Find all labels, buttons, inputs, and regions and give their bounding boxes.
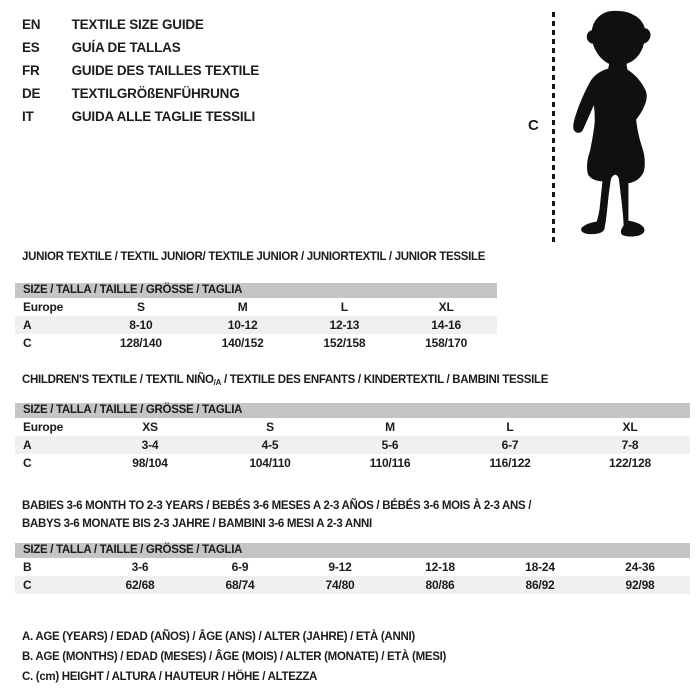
table-cell: L	[340, 300, 348, 314]
table-row-age	[15, 316, 497, 334]
table-cell: 18-24	[525, 560, 555, 574]
children-section-title	[22, 374, 548, 386]
table-cell: 14-16	[431, 318, 461, 332]
table-row-height	[15, 334, 497, 352]
language-code: ES	[22, 40, 40, 55]
babies-size-table	[15, 543, 690, 594]
row-label: A	[23, 438, 32, 452]
junior-section-title: JUNIOR TEXTILE / TEXTIL JUNIOR/ TEXTILE JUNIOR / JUNIORTEXTIL / JUNIOR TESSILE	[22, 251, 486, 263]
table-cell: XL	[438, 300, 454, 314]
legend-line-c: C. (cm) HEIGHT / ALTURA / HAUTEUR / HÖHE / ALTEZZA	[22, 671, 318, 683]
table-cell: 104/110	[249, 456, 291, 470]
language-label: TEXTILE SIZE GUIDE	[71, 17, 204, 32]
table-cell: 98/104	[132, 456, 168, 470]
table-cell: 10-12	[227, 318, 258, 332]
table-cell: 6-7	[501, 438, 519, 452]
baby-silhouette-path	[573, 11, 650, 237]
language-label: TEXTILGRÖßENFÜHRUNG	[71, 86, 240, 101]
table-cell: 4-5	[261, 438, 279, 452]
table-cell: 128/140	[119, 336, 162, 350]
table-cell: 12-18	[425, 560, 455, 574]
babies-title-line2: BABYS 3-6 MONATE BIS 2-3 JAHRE / BAMBINI 3-6 MESI A 2-3 ANNI	[22, 518, 372, 530]
table-cell: 74/80	[325, 578, 355, 592]
row-label: A	[23, 318, 32, 332]
table-cell: M	[237, 300, 248, 314]
table-cell: S	[136, 300, 145, 314]
legend-line-a: A. AGE (YEARS) / EDAD (AÑOS) / ÂGE (ANS) / ALTER (JAHRE) / ETÀ (ANNI)	[22, 631, 415, 643]
table-cell: 9-12	[328, 560, 352, 574]
size-table-header: SIZE / TALLA / TAILLE / GRÖSSE / TAGLIA	[15, 283, 497, 298]
language-label: GUIDA ALLE TAGLIE TESSILI	[71, 109, 256, 124]
height-measure-dashed-line	[552, 12, 555, 242]
table-cell: 3-6	[131, 560, 149, 574]
table-cell: 152/158	[323, 336, 366, 350]
table-cell: 12-13	[329, 318, 360, 332]
row-label: C	[23, 578, 32, 592]
language-code: DE	[22, 86, 41, 101]
table-cell: 68/74	[225, 578, 255, 592]
table-cell: M	[385, 420, 395, 434]
legend-line-b: B. AGE (MONTHS) / EDAD (MESES) / ÂGE (MOIS) / ALTER (MONATE) / ETÀ (MESI)	[22, 651, 447, 663]
language-row-en	[22, 13, 259, 36]
children-title-pre: CHILDREN'S TEXTILE / TEXTIL NIÑO	[22, 374, 214, 386]
table-row-height	[15, 454, 690, 472]
table-cell: 80/86	[425, 578, 455, 592]
size-table-header: SIZE / TALLA / TAILLE / GRÖSSE / TAGLIA	[15, 543, 690, 558]
table-cell: 110/116	[369, 456, 411, 470]
table-cell: 8-10	[129, 318, 153, 332]
table-cell: 5-6	[381, 438, 399, 452]
table-cell: L	[506, 420, 514, 434]
table-row-europe	[15, 298, 497, 316]
language-label: GUÍA DE TALLAS	[71, 40, 181, 55]
table-cell: 92/98	[625, 578, 655, 592]
legend	[22, 627, 446, 687]
table-cell: XL	[622, 420, 638, 434]
row-label: C	[23, 336, 32, 350]
table-cell: S	[266, 420, 274, 434]
table-cell: 158/170	[425, 336, 468, 350]
table-row-age	[15, 436, 690, 454]
children-title-subscript: /A	[213, 378, 222, 387]
table-row-age-months	[15, 558, 690, 576]
table-cell: 24-36	[625, 560, 655, 574]
language-code: IT	[22, 109, 34, 124]
language-row-it	[22, 105, 259, 128]
table-row-europe	[15, 418, 690, 436]
language-code: FR	[22, 63, 40, 78]
row-label: C	[23, 456, 32, 470]
table-cell: 86/92	[525, 578, 555, 592]
babies-section-title	[22, 497, 531, 533]
table-cell: 3-4	[141, 438, 159, 452]
table-cell: XS	[142, 420, 158, 434]
language-row-fr	[22, 59, 259, 82]
table-cell: 62/68	[125, 578, 155, 592]
table-cell: 7-8	[621, 438, 639, 452]
table-cell: 140/152	[221, 336, 264, 350]
language-code: EN	[22, 17, 41, 32]
language-row-es	[22, 36, 259, 59]
junior-size-table	[15, 283, 497, 352]
size-table-header: SIZE / TALLA / TAILLE / GRÖSSE / TAGLIA	[15, 403, 690, 418]
table-cell: 6-9	[231, 560, 249, 574]
table-row-height	[15, 576, 690, 594]
row-label: Europe	[23, 420, 64, 434]
row-label: B	[23, 560, 32, 574]
language-label: GUIDE DES TAILLES TEXTILE	[71, 63, 260, 78]
row-label: Europe	[23, 300, 64, 314]
table-cell: 122/128	[609, 456, 651, 470]
table-cell: 116/122	[489, 456, 531, 470]
children-title-post: / TEXTILE DES ENFANTS / KINDERTEXTIL / BAMBINI TESSILE	[221, 374, 549, 386]
babies-title-line1: BABIES 3-6 MONTH TO 2-3 YEARS / BEBÉS 3-6 MESES A 2-3 AÑOS / BÉBÉS 3-6 MOIS À 2-3 ANS /	[22, 500, 532, 512]
language-row-de	[22, 82, 259, 105]
baby-silhouette	[565, 9, 662, 238]
height-measure-label: C	[528, 117, 539, 134]
language-list	[22, 13, 259, 128]
children-size-table	[15, 403, 690, 472]
